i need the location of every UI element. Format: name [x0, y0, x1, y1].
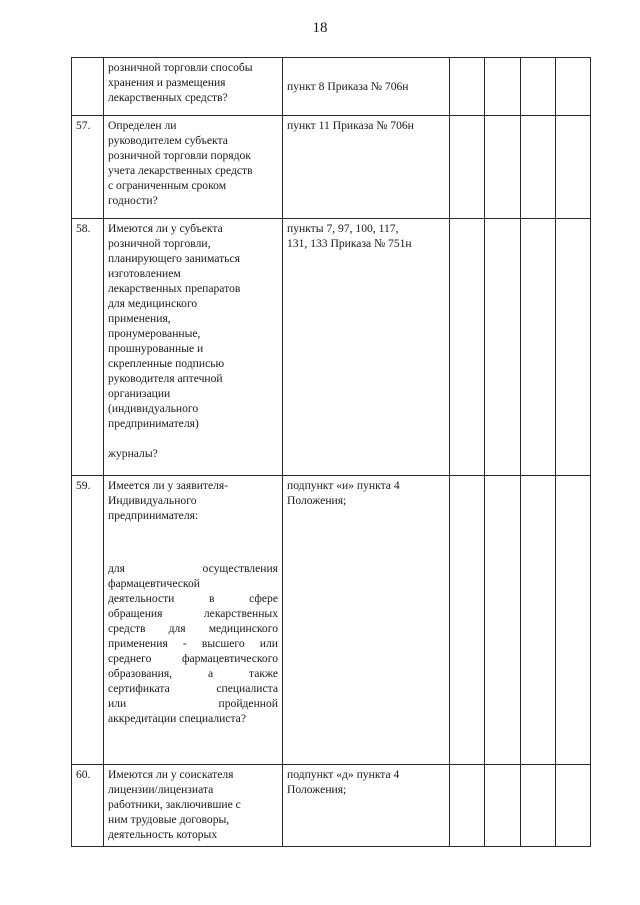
question-cell	[104, 219, 283, 476]
comment-cell	[555, 476, 590, 765]
question-line: или пройденной	[108, 697, 278, 710]
question-line: средств для медицинского	[108, 622, 278, 635]
answer-cell-na	[520, 58, 555, 116]
question-line: Индивидуального	[108, 494, 197, 507]
question-line: годности?	[108, 194, 158, 207]
answer-cell-no	[485, 58, 520, 116]
table-row	[72, 476, 591, 765]
comment-cell	[555, 765, 590, 847]
question-line: сертификата специалиста	[108, 682, 278, 695]
comment-cell	[555, 219, 590, 476]
row-number: 60.	[72, 765, 104, 847]
question-line: пронумерованные,	[108, 327, 201, 340]
question-line: розничной торговли,	[108, 237, 211, 250]
answer-cell-no	[485, 219, 520, 476]
answer-cell-yes	[450, 219, 485, 476]
answer-cell-yes	[450, 58, 485, 116]
question-line: розничной торговли порядок	[108, 149, 251, 162]
question-line: деятельность которых	[108, 828, 218, 841]
row-number: 59.	[72, 476, 104, 765]
table-row	[72, 219, 591, 476]
question-line: Определен ли	[108, 119, 177, 132]
table-row	[72, 58, 591, 116]
question-line: аккредитации специалиста?	[108, 712, 246, 725]
reference-text: пункт 11 Приказа № 706н	[287, 119, 414, 132]
question-line: обращения лекарственных	[108, 607, 278, 620]
row-number: 58.	[72, 219, 104, 476]
reference-text: 131, 133 Приказа № 751н	[287, 237, 412, 250]
reference-text: подпункт «и» пункта 4	[287, 479, 400, 492]
question-line: применения - высшего или	[108, 637, 278, 650]
question-line: хранения и размещения	[108, 76, 226, 89]
question-line: предпринимателя:	[108, 509, 199, 522]
reference-cell	[283, 219, 450, 476]
question-line: журналы?	[108, 447, 158, 460]
question-cell	[104, 765, 283, 847]
answer-cell-na	[520, 116, 555, 219]
question-cell	[104, 58, 283, 116]
question-line: розничной торговли способы	[108, 61, 253, 74]
spacer	[108, 523, 278, 561]
question-line: ним трудовые договоры,	[108, 813, 230, 826]
question-line: Имеются ли у субъекта	[108, 222, 223, 235]
answer-cell-no	[485, 765, 520, 847]
question-line: руководителем субъекта	[108, 134, 228, 147]
question-line: образования, а также	[108, 667, 278, 680]
question-line: планирующего заниматься	[108, 252, 240, 265]
question-line: для медицинского	[108, 297, 198, 310]
question-line: прошнурованные и	[108, 342, 204, 355]
question-line: скрепленные подписью	[108, 357, 225, 370]
answer-cell-yes	[450, 476, 485, 765]
answer-cell-no	[485, 116, 520, 219]
question-line: для осуществления	[108, 562, 278, 575]
reference-cell	[283, 58, 450, 116]
question-line: предпринимателя)	[108, 417, 199, 430]
answer-cell-yes	[450, 765, 485, 847]
question-line: учета лекарственных средств	[108, 164, 253, 177]
reference-text: пункты 7, 97, 100, 117,	[287, 222, 399, 235]
question-line: лекарственных препаратов	[108, 282, 241, 295]
question-line: Имеются ли у соискателя	[108, 768, 234, 781]
question-line: руководителя аптечной	[108, 372, 223, 385]
question-line: деятельности в сфере	[108, 592, 278, 605]
question-line: (индивидуального	[108, 402, 199, 415]
question-line: Имеется ли у заявителя-	[108, 479, 229, 492]
question-line: фармацевтической	[108, 577, 200, 590]
answer-cell-na	[520, 476, 555, 765]
answer-cell-na	[520, 219, 555, 476]
reference-text: Положения;	[287, 494, 347, 507]
question-line: применения,	[108, 312, 171, 325]
spacer	[108, 431, 278, 446]
comment-cell	[555, 116, 590, 219]
question-line: лицензии/лицензиата	[108, 783, 214, 796]
page-number: 18	[312, 20, 328, 36]
reference-cell	[283, 476, 450, 765]
question-line: лекарственных средств?	[108, 91, 228, 104]
answer-cell-yes	[450, 116, 485, 219]
question-cell	[104, 116, 283, 219]
row-number: 57.	[72, 116, 104, 219]
question-line: работники, заключившие с	[108, 798, 241, 811]
reference-text: подпункт «д» пункта 4	[287, 768, 400, 781]
reference-cell	[283, 116, 450, 219]
reference-text: пункт 8 Приказа № 706н	[287, 80, 409, 93]
question-line: изготовлением	[108, 267, 181, 280]
table-row	[72, 765, 591, 847]
question-line: среднего фармацевтического	[108, 652, 278, 665]
question-line: с ограниченным сроком	[108, 179, 227, 192]
reference-cell	[283, 765, 450, 847]
table-row	[72, 116, 591, 219]
answer-cell-no	[485, 476, 520, 765]
question-line: организации	[108, 387, 171, 400]
comment-cell	[555, 58, 590, 116]
answer-cell-na	[520, 765, 555, 847]
checklist-table	[71, 57, 591, 847]
question-cell	[104, 476, 283, 765]
row-number	[72, 58, 104, 116]
reference-text: Положения;	[287, 783, 347, 796]
